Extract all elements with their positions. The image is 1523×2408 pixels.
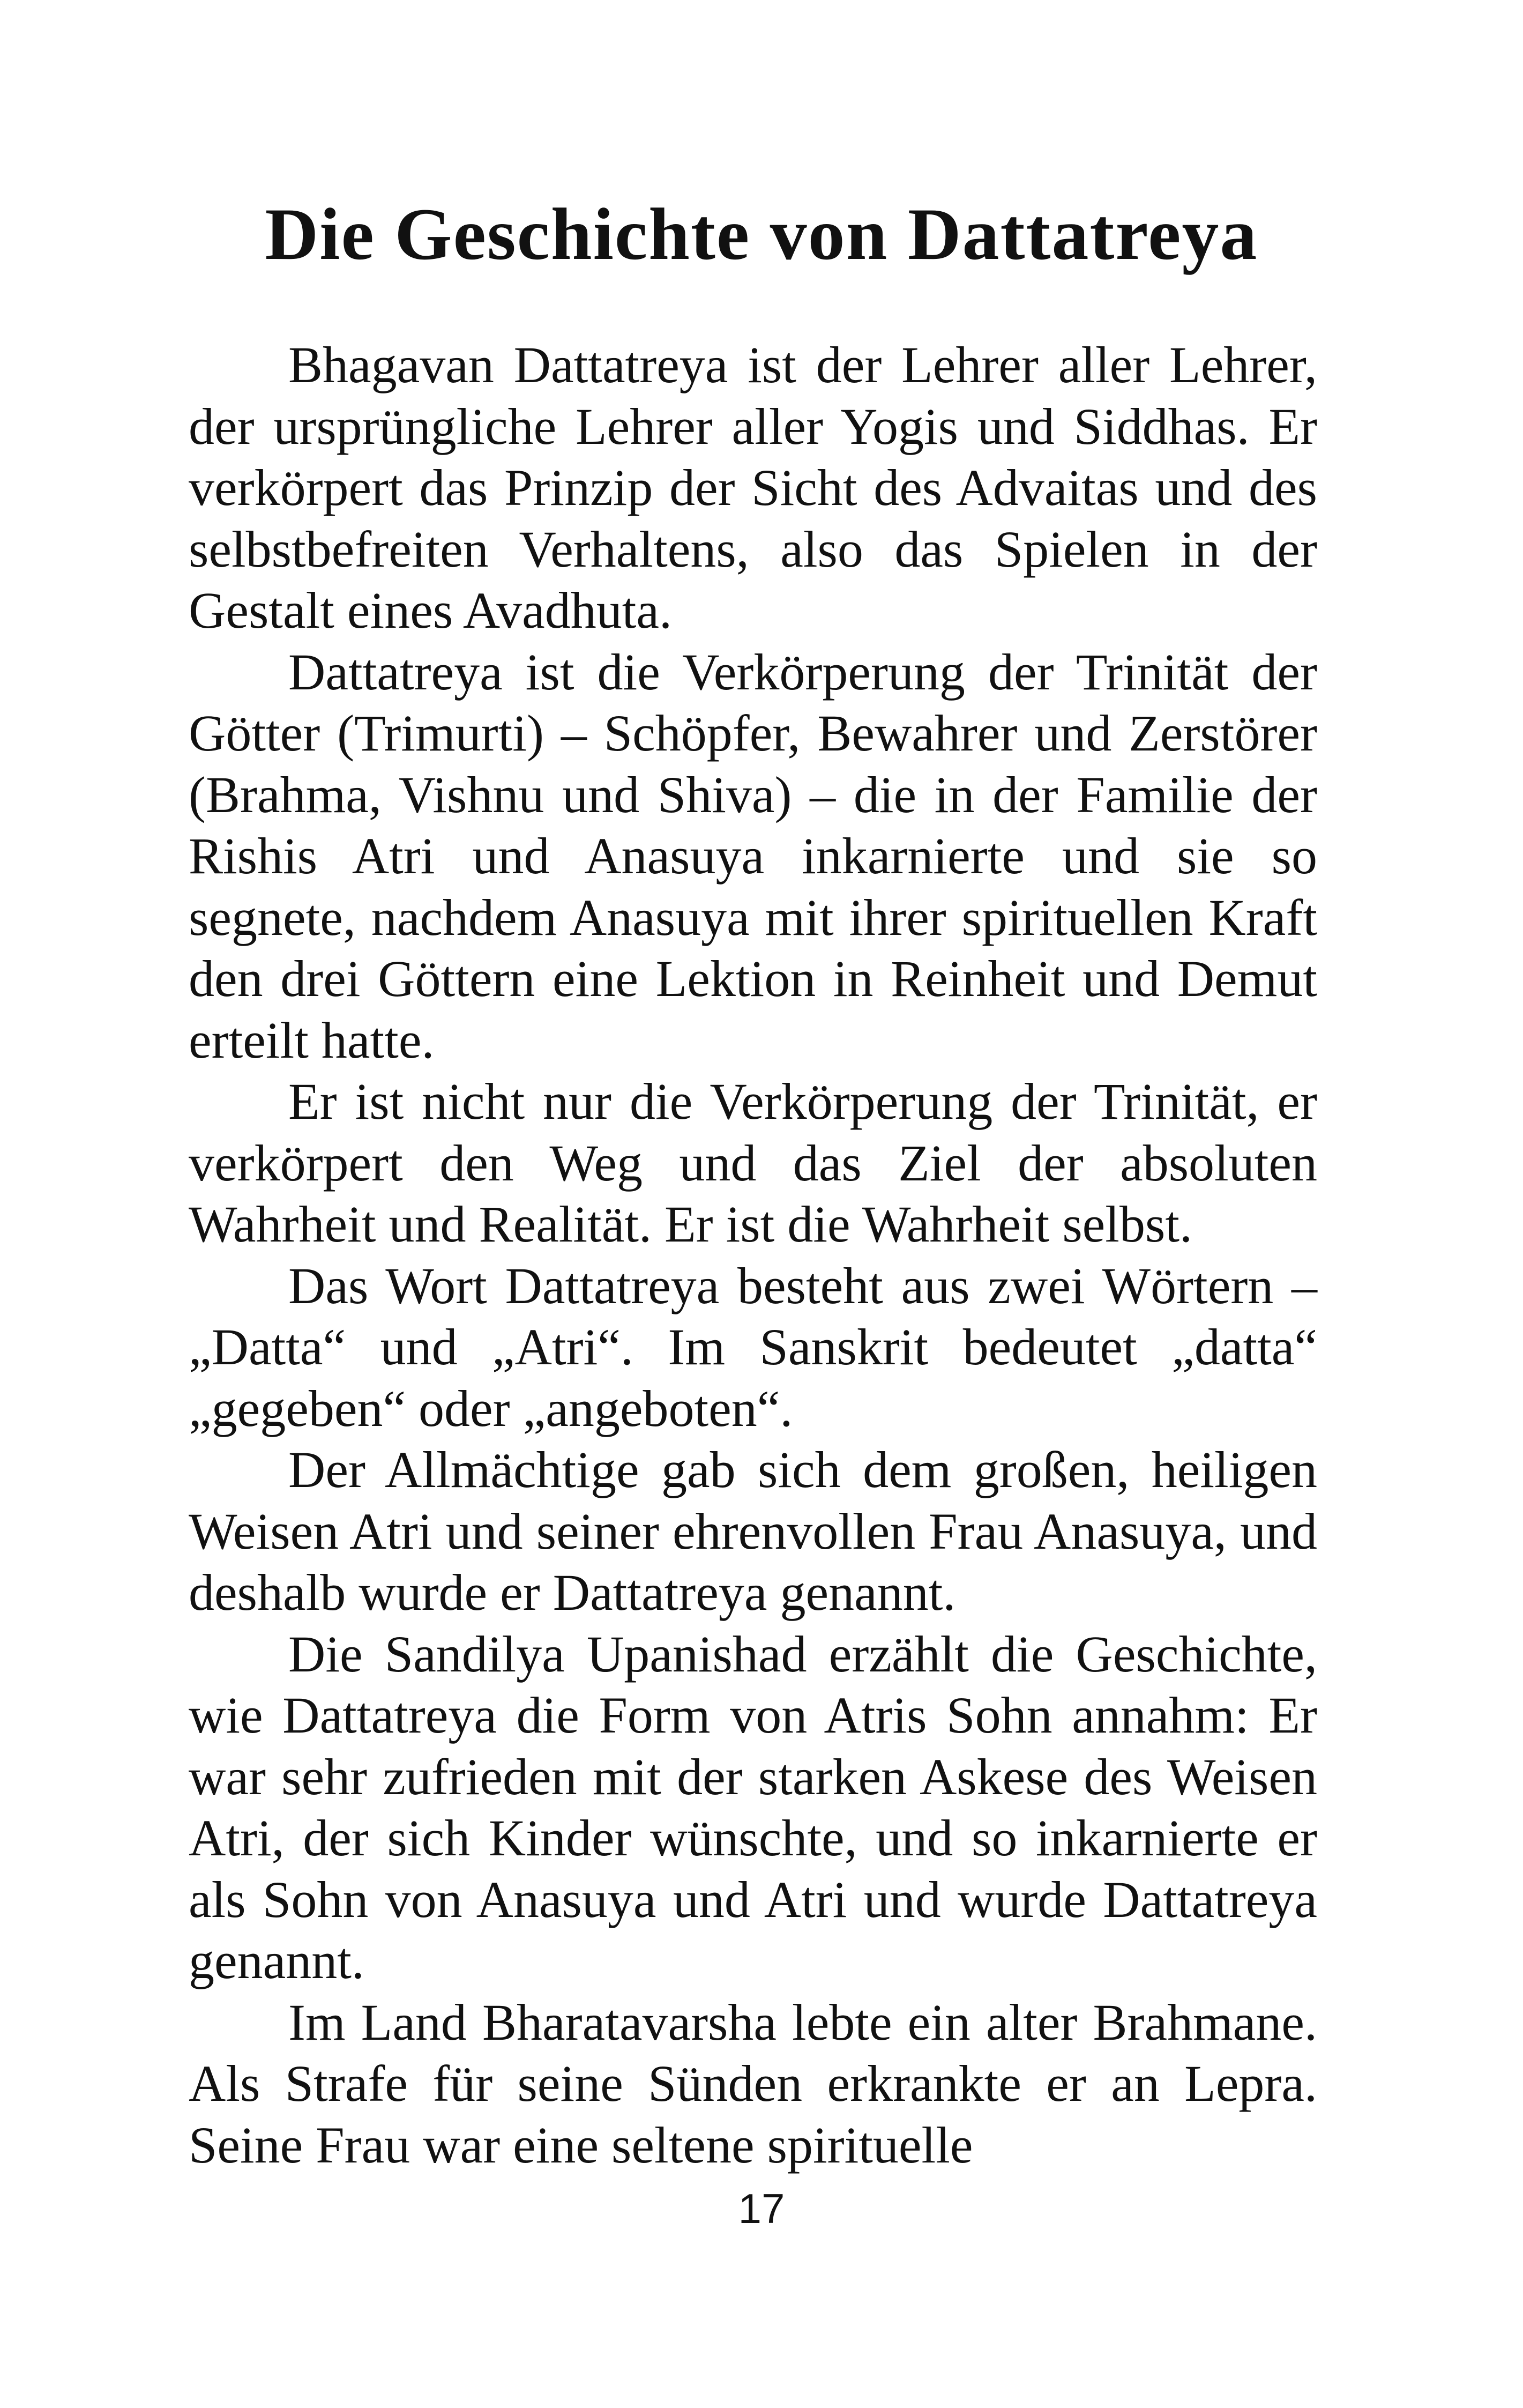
paragraph: Im Land Bharatavarsha lebte ein alter Brahmane. Als Strafe für seine Sünden erkrankte er an Lepra. Seine Frau war eine seltene spirituelle <box>189 1993 1317 2174</box>
paragraph: Er ist nicht nur die Verkörperung der Trinität, er verkörpert den Weg und das Ziel der absoluten Wahrheit und Realität. Er ist die Wahrheit selbst. <box>189 1073 1317 1253</box>
page-number: 17 <box>738 2185 785 2232</box>
paragraph: Das Wort Dattatreya besteht aus zwei Wörtern – „Datta“ und „Atri“. Im Sanskrit bedeutet „datta“ „gegeben“ oder „angeboten“. <box>189 1257 1317 1437</box>
paragraph: Die Sandilya Upanishad erzählt die Geschichte, wie Dattatreya die Form von Atris Sohn annahm: Er war sehr zufrieden mit der starken Askese des Weisen Atri, der sich Kinder wünschte, und so inkarnierte er als Sohn von Anasuya und Atri und wurde Dattatreya genannt. <box>189 1625 1317 1989</box>
body-text <box>189 335 1317 2176</box>
chapter-title: Die Geschichte von Dattatreya <box>265 193 1258 275</box>
paragraph: Der Allmächtige gab sich dem großen, heiligen Weisen Atri und seiner ehrenvollen Frau Anasuya, und deshalb wurde er Dattatreya genannt. <box>189 1441 1317 1621</box>
paragraph: Dattatreya ist die Verkörperung der Trinität der Götter (Trimurti) – Schöpfer, Bewahrer und Zerstörer (Brahma, Vishnu und Shiva) – die in der Familie der Rishis Atri und Anasuya inkarnierte und sie so segnete, nachdem Anasuya mit ihrer spirituellen Kraft den drei Göttern eine Lektion in Reinheit und Demut erteilt hatte. <box>189 643 1317 1069</box>
paragraph: Bhagavan Dattatreya ist der Lehrer aller Lehrer, der ursprüngliche Lehrer aller Yogis und Siddhas. Er verkörpert das Prinzip der Sicht des Advaitas und des selbstbefreiten Verhaltens, also das Spielen in der Gestalt eines Avadhuta. <box>189 336 1317 639</box>
